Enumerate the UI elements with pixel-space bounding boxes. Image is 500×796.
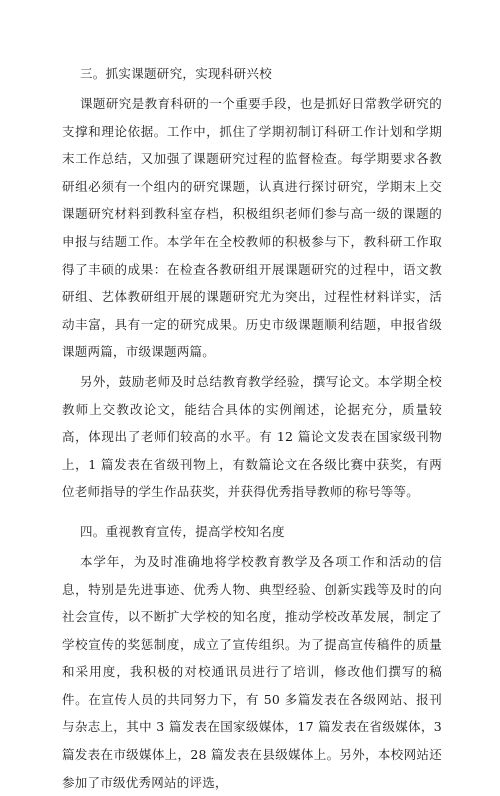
paragraph-papers: 另外，鼓励老师及时总结教育教学经验，撰写论文。本学期全校教师上交教改论文，能结合具体的实例阐述，论据充分，质量较高，体现出了老师们较高的水平。有 12 篇论文发表在国家级刊物上，1 篇发表在省级刊物上，有数篇论文在各级比赛中获奖，有两位老师指导的学生作品获奖，并获得优秀指导教师的称号等等。 (62, 373, 442, 500)
section-heading-publicity: 四。重视教育宣传，提高学校知名度 (80, 523, 285, 539)
section-heading-research: 三。抓实课题研究，实现科研兴校 (80, 66, 273, 81)
paragraph-publicity: 本学年，为及时准确地将学校教育教学及各项工作和活动的信息，特别是先进事迹、优秀人物、典型经验、创新实践等及时的向社会宣传，以不断扩大学校的知名度，推动学校改革发展，制定了学校宣传的奖惩制度，成立了宣传组织。为了提高宣传稿件的质量和采用度，我积极的对校通讯员进行了培训，修改他们撰写的稿件。在宣传人员的共同努力下，有 50 多篇发表在各级网站、报刊与杂志上，其中 3 篇发表在国家级媒体，17 篇发表在省级媒体，3 篇发表在市级媒体上，28 篇发表在县级媒体上。另外，本校网站还参加了市级优秀网站的评选， (62, 553, 442, 790)
paragraph-research-topics: 课题研究是教育科研的一个重要手段，也是抓好日常教学研究的支撑和理论依据。工作中，抓住了学期初制订科研工作计划和学期末工作总结，又加强了课题研究过程的监督检查。每学期要求各教研组必须有一个组内的研究课题，认真进行探讨研究，学期末上交课题研究材料到教科室存档，积极组织老师们参与高一级的课题的申报与结题工作。本学年在全校教师的积极参与下，教科研工作取得了丰硕的成果：在检查各教研组开展课题研究的过程中，语文教研组、艺体教研组开展的课题研究尤为突出，过程性材料详实，活动丰富，具有一定的研究成果。历史市级课题顺利结题，申报省级课题两篇，市级课题两篇。 (62, 96, 442, 360)
